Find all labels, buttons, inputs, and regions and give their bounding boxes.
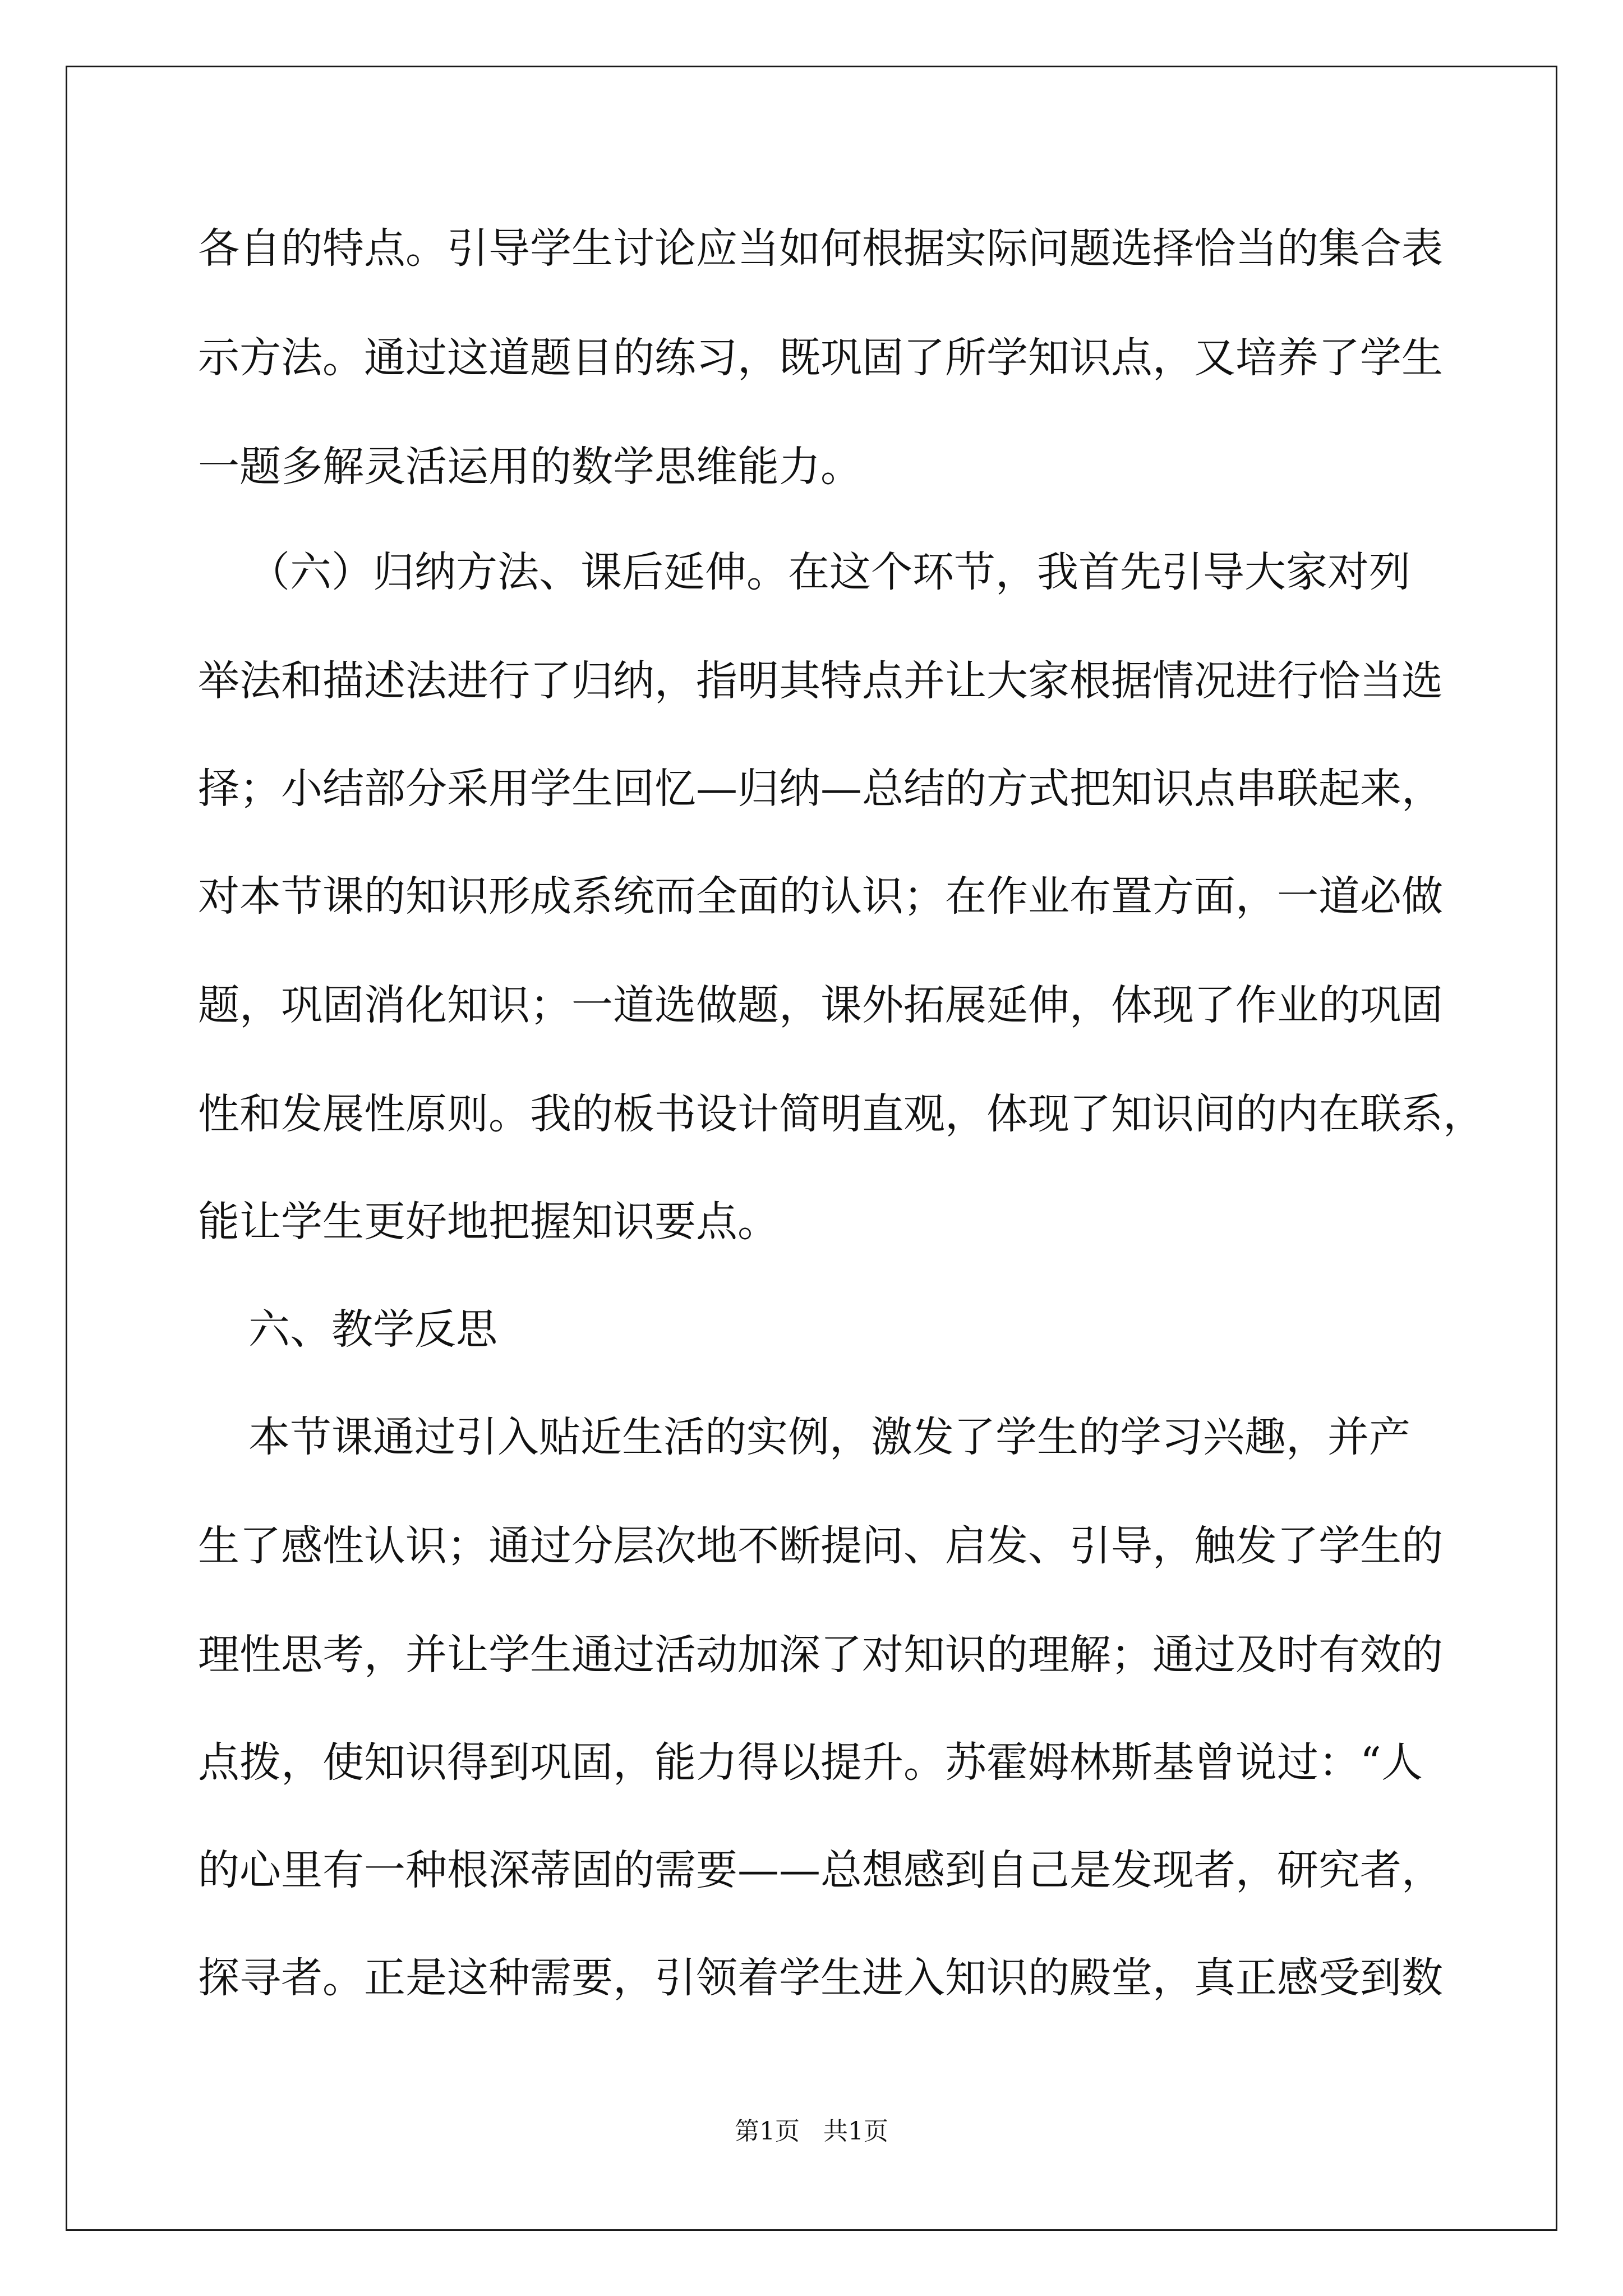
text-line: 举法和描述法进行了归纳，指明其特点并让大家根据情况进行恰当选 (198, 657, 1443, 705)
text-line: 理性思考，并让学生通过活动加深了对知识的理解；通过及时有效的 (198, 1631, 1443, 1679)
text-line: 示方法。通过这道题目的练习，既巩固了所学知识点，又培养了学生 (198, 334, 1443, 382)
text-line: 能让学生更好地把握知识要点。 (198, 1198, 779, 1246)
text-line: 择；小结部分采用学生回忆—归纳—总结的方式把知识点串联起来， (198, 765, 1443, 813)
text-line: 对本节课的知识形成系统而全面的认识；在作业布置方面，一道必做 (198, 872, 1443, 921)
page-border (66, 66, 1557, 2231)
page-number-footer: 第1页 共1页 (735, 2117, 888, 2146)
text-line: 本节课通过引入贴近生活的实例，激发了学生的学习兴趣，并产 (248, 1413, 1410, 1461)
text-line: 生了感性认识；通过分层次地不断提问、启发、引导，触发了学生的 (198, 1522, 1443, 1570)
text-line: （六）归纳方法、课后延伸。在这个环节，我首先引导大家对列 (248, 548, 1410, 596)
text-line: 性和发展性原则。我的板书设计简明直观，体现了知识间的内在联系， (198, 1090, 1484, 1138)
text-line: 一题多解灵活运用的数学思维能力。 (198, 443, 862, 491)
text-line: 各自的特点。引导学生讨论应当如何根据实际问题选择恰当的集合表 (198, 224, 1443, 273)
text-line: 探寻者。正是这种需要，引领着学生进入知识的殿堂，真正感受到数 (198, 1954, 1443, 2002)
text-line: 点拨，使知识得到巩固，能力得以提升。苏霍姆林斯基曾说过：“人 (198, 1738, 1423, 1787)
text-line: 的心里有一种根深蒂固的需要——总想感到自己是发现者，研究者， (198, 1846, 1443, 1894)
section-heading: 六、教学反思 (248, 1305, 497, 1354)
text-line: 题，巩固消化知识；一道选做题，课外拓展延伸，体现了作业的巩固 (198, 981, 1443, 1029)
